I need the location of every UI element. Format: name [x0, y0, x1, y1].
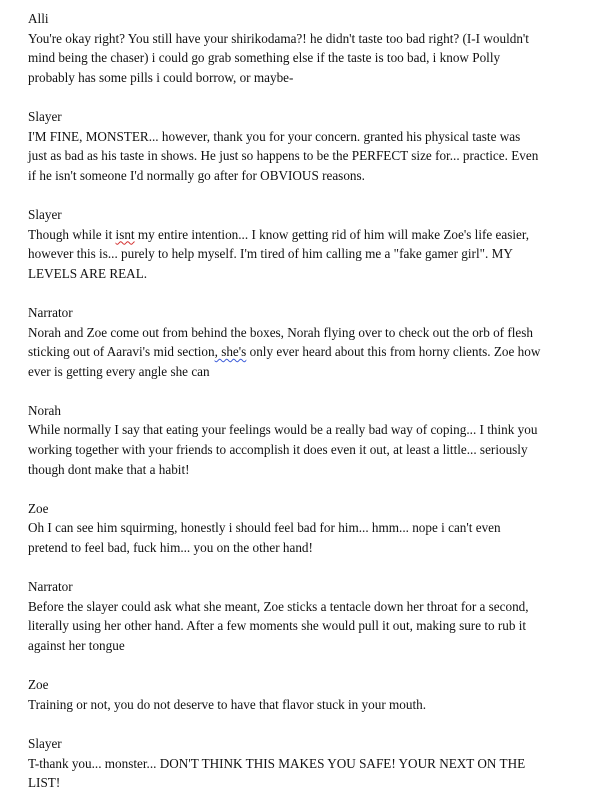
dialogue-line: if he isn't someone I'd normally go after for OBVIOUS reasons. [28, 167, 365, 183]
dialogue-entry-slayer [28, 205, 594, 283]
speaker-name: Zoe [28, 677, 49, 693]
document-body[interactable] [28, 9, 594, 812]
dialogue-line: literally using her other hand. After a few moments she would pull it out, making sure to rub it [28, 618, 527, 634]
dialogue-line [28, 342, 594, 362]
dialogue-entry-norah [28, 401, 594, 479]
dialogue-line: LEVELS ARE REAL. [28, 265, 148, 281]
dialogue-line: working together with your friends to accomplish it does even it out, at least a little... seriously [28, 442, 528, 458]
dialogue-line: T-thank you... monster... DON'T THINK THIS MAKES YOU SAFE! YOUR NEXT ON THE [28, 755, 526, 771]
dialogue-line: I'M FINE, MONSTER... however, thank you for your concern. granted his physical taste was [28, 128, 521, 144]
dialogue-line: mind being the chaser) i could go grab something else if the taste is too bad, i know Polly [28, 50, 501, 66]
speaker-name: Norah [28, 402, 61, 418]
dialogue-entry-slayer [28, 734, 594, 793]
speaker-name: Slayer [28, 108, 62, 124]
speaker-name: Narrator [28, 304, 73, 320]
dialogue-entry-alli [28, 9, 594, 87]
dialogue-line: While normally I say that eating your feelings would be a really bad way of coping... I think you [28, 422, 538, 438]
dialogue-entry-narrator [28, 577, 594, 655]
dialogue-line: Before the slayer could ask what she meant, Zoe sticks a tentacle down her throat for a second, [28, 598, 529, 614]
speaker-name: Slayer [28, 735, 62, 751]
dialogue-line: against her tongue [28, 638, 125, 653]
speaker-name: Slayer [28, 206, 62, 222]
speaker-name: Narrator [28, 579, 73, 595]
dialogue-line: Training or not, you do not deserve to have that flavor stuck in your mouth. [28, 696, 427, 712]
dialogue-line: Oh I can see him squirming, honestly i should feel bad for him... hmm... nope i can't even [28, 520, 501, 536]
dialogue-line: You're okay right? You still have your shirikodama?! he didn't taste too bad right? (I-I wouldn't [28, 30, 529, 46]
dialogue-line: pretend to feel bad, fuck him... you on the other hand! [28, 540, 313, 556]
dialogue-entry-narrator [28, 303, 594, 381]
dialogue-line [28, 225, 594, 245]
dialogue-entry-zoe [28, 675, 594, 714]
dialogue-line: ever is getting every angle she can [28, 363, 210, 379]
spelling-error-mark[interactable]: isnt [115, 226, 135, 242]
grammar-suggestion-mark[interactable]: , she's [214, 344, 247, 360]
text-run: Though while it [28, 226, 116, 242]
dialogue-entry-slayer [28, 107, 594, 185]
dialogue-line: Norah and Zoe come out from behind the boxes, Norah flying over to check out the orb of flesh [28, 324, 534, 340]
speaker-name: Alli [28, 11, 49, 26]
dialogue-line: however this is... purely to help myself. I'm tired of him calling me a "fake gamer girl". MY [28, 246, 513, 262]
dialogue-line: LIST! [28, 775, 61, 791]
dialogue-line: probably has some pills i could borrow, or maybe- [28, 69, 294, 85]
dialogue-line: though dont make that a habit! [28, 461, 190, 477]
text-run: sticking out of Aaravi's mid section [28, 344, 215, 360]
dialogue-line: just as bad as his taste in shows. He just so happens to be the PERFECT size for... practice. Even [28, 148, 539, 164]
text-run: only ever heard about this from horny clients. Zoe how [246, 344, 541, 360]
text-run: my entire intention... I know getting rid of him will make Zoe's life easier, [134, 226, 530, 242]
speaker-name: Zoe [28, 500, 49, 516]
dialogue-entry-zoe [28, 499, 594, 558]
